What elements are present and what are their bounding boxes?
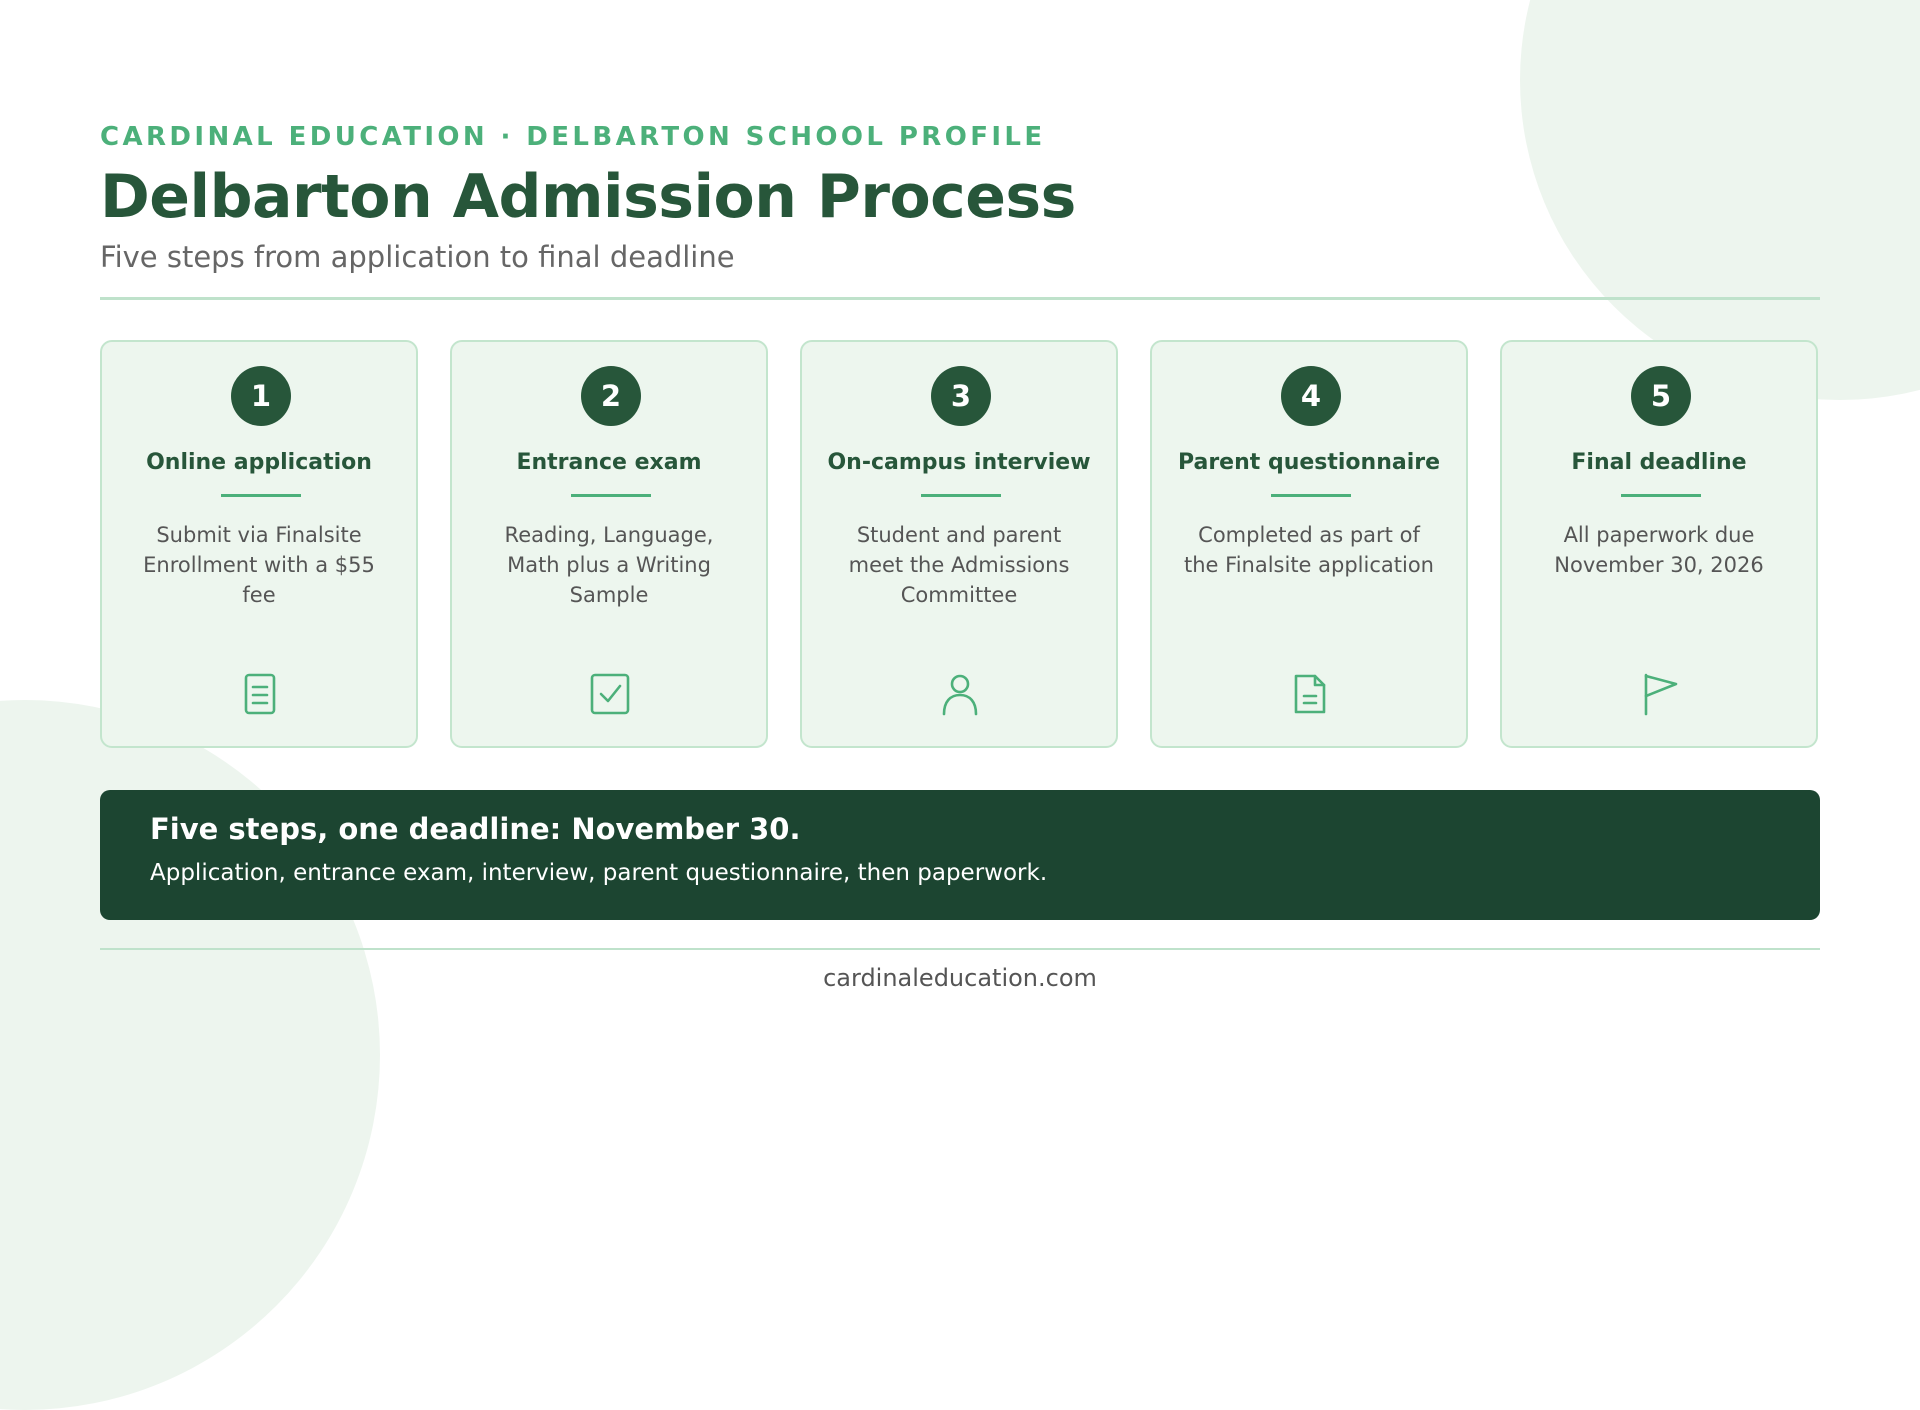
step-card bbox=[100, 340, 418, 748]
step-divider bbox=[921, 494, 1001, 497]
step-title: On-campus interview bbox=[827, 450, 1091, 475]
checkbox-icon bbox=[586, 670, 634, 718]
step-divider bbox=[571, 494, 651, 497]
flag-icon bbox=[1636, 670, 1684, 718]
steps-row bbox=[100, 340, 1820, 750]
step-description: Reading, Language, Math plus a Writing Sample bbox=[504, 523, 714, 607]
page-subtitle: Five steps from application to final deadline bbox=[100, 240, 735, 274]
header-divider bbox=[100, 297, 1820, 300]
step-divider bbox=[1271, 494, 1351, 497]
person-icon bbox=[936, 670, 984, 718]
step-number-badge: 2 bbox=[581, 366, 641, 426]
footer-divider bbox=[100, 948, 1820, 950]
summary-callout bbox=[100, 790, 1820, 920]
eyebrow-label: CARDINAL EDUCATION · DELBARTON SCHOOL PROFILE bbox=[100, 122, 1046, 152]
step-card bbox=[1150, 340, 1468, 748]
step-title: Parent questionnaire bbox=[1177, 450, 1441, 475]
step-card bbox=[1500, 340, 1818, 748]
step-divider bbox=[1621, 494, 1701, 497]
step-title: Final deadline bbox=[1571, 450, 1747, 475]
step-title: Online application bbox=[146, 450, 372, 475]
step-number-badge: 4 bbox=[1281, 366, 1341, 426]
step-description: All paperwork due November 30, 2026 bbox=[1554, 523, 1764, 577]
callout-text: Application, entrance exam, interview, parent questionnaire, then paperwork. bbox=[150, 860, 1048, 886]
step-number-badge: 3 bbox=[931, 366, 991, 426]
step-number-badge: 5 bbox=[1631, 366, 1691, 426]
step-description: Submit via Finalsite Enrollment with a $55 fee bbox=[143, 523, 375, 607]
footer-url: cardinaleducation.com bbox=[823, 964, 1097, 992]
step-card bbox=[450, 340, 768, 748]
step-description: Completed as part of the Finalsite application bbox=[1184, 523, 1434, 577]
callout-title: Five steps, one deadline: November 30. bbox=[150, 812, 801, 846]
step-card bbox=[800, 340, 1118, 748]
step-description: Student and parent meet the Admissions Committee bbox=[848, 523, 1070, 607]
document-icon bbox=[1286, 670, 1334, 718]
step-title: Entrance exam bbox=[516, 450, 702, 475]
page-title: Delbarton Admission Process bbox=[100, 162, 1076, 232]
step-divider bbox=[221, 494, 301, 497]
step-number-badge: 1 bbox=[231, 366, 291, 426]
form-icon bbox=[236, 670, 284, 718]
